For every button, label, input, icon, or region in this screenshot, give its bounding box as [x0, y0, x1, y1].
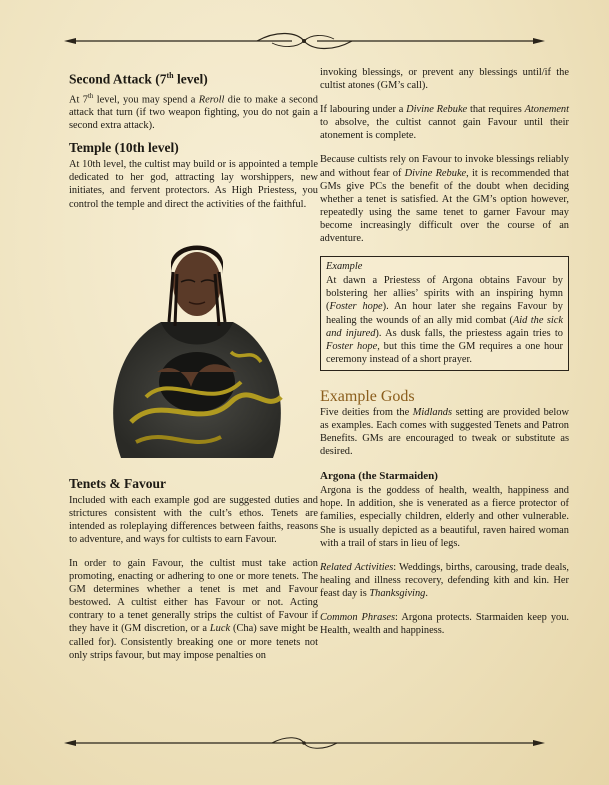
reliance-text: Because cultists rely on Favour to invoke blessings reliably and without fear of Divine Rebuke, it is recommended that GMs give PCs the benefit of the doubt when deciding whether a tenet is satisfied. At the GM’s option however, repeatedly using the same tenet to garner Favour may become increasingly difficult over the course of an adventure. — [320, 154, 569, 245]
example-box — [320, 256, 569, 371]
tenets-text-1: Included with each example god are suggested duties and strictures consistent with the cult’s ethos. Tenets are intended as roleplaying differences between faiths, reasons to adventure, and ways for cultists to earn Favour. — [69, 494, 318, 545]
temple-heading: Temple (10th level) — [69, 140, 179, 156]
tenets-heading: Tenets & Favour — [69, 475, 166, 491]
cultist-portrait — [91, 222, 303, 466]
argona-text: Argona is the goddess of health, wealth, happiness and hope. In addition, she is venerated as a fierce protector of families, especially children, elderly and other vulnerable. She is usually depicted as a beautiful, raven haired woman with a trail of stars in lieu of legs. — [320, 485, 569, 549]
temple-text: At 10th level, the cultist may build or is appointed a temple dedicated to her god, attracting lay worshippers, new initiates, and fervent protectors. As High Priestess, you control the temple and direct the activities of the faithful. — [69, 159, 318, 210]
argona-heading: Argona (the Starmaiden) — [320, 470, 438, 483]
second-attack-text: At 7th level, you may spend a Reroll die to make a second attack that turn (if two weapon fighting, you do not gain a second extra attack). — [69, 91, 319, 132]
second-attack-heading: Second Attack (7th level) — [69, 71, 208, 87]
rebuke-text: If labouring under a Divine Rebuke that requires Atonement to absolve, the cultist cannot gain Favour until their atonement is complete. — [320, 104, 570, 142]
example-gods-heading: Example Gods — [320, 387, 415, 405]
left-column — [69, 68, 318, 673]
bottom-ornament-icon — [62, 732, 547, 754]
related-activities: Related Activities: Weddings, births, carousing, trade deals, healing and illness recovery, defending kith and kin. Her feast day is Thanksgiving. — [320, 561, 569, 599]
example-text: At dawn a Priestess of Argona obtains Favour by bolstering her allies’ spirits with an inspiring hymn (Foster hope). An hour later she regains Favour by healing the wounds of an ally mid combat (Aid the sick and injured). As dusk falls, the priestess again tries to Foster hope, but this time the GM requires a one hour ceremony instead of a short prayer. — [326, 275, 564, 365]
tenets-text-2: In order to gain Favour, the cultist must take action promoting, enacting or adhering to one or more tenets. The GM determines whether a tenet is met and Favour bestowed. A cultist either has Favour or not. Acting contrary to a tenet generally strips the cultist of Favour if they have it (GM discretion, or a Luck (Cha) save might be called for). Consistently breaking one or more tenets not only strips favour, but may impose penalties on — [69, 558, 318, 661]
top-ornament-icon — [62, 30, 547, 52]
common-phrases: Common Phrases: Argona protects. Starmaiden keep you. Health, wealth and happiness. — [320, 612, 569, 637]
continued-text: invoking blessings, or prevent any blessings until/if the cultist atones (GM’s call). — [320, 67, 569, 92]
example-gods-text: Five deities from the Midlands setting are provided below as examples. Each comes with suggested Tenets and Patron Benefits. GMs are encouraged to tweak or substitute as desired. — [320, 406, 569, 458]
example-heading: Example — [326, 261, 363, 273]
right-column — [320, 66, 569, 648]
